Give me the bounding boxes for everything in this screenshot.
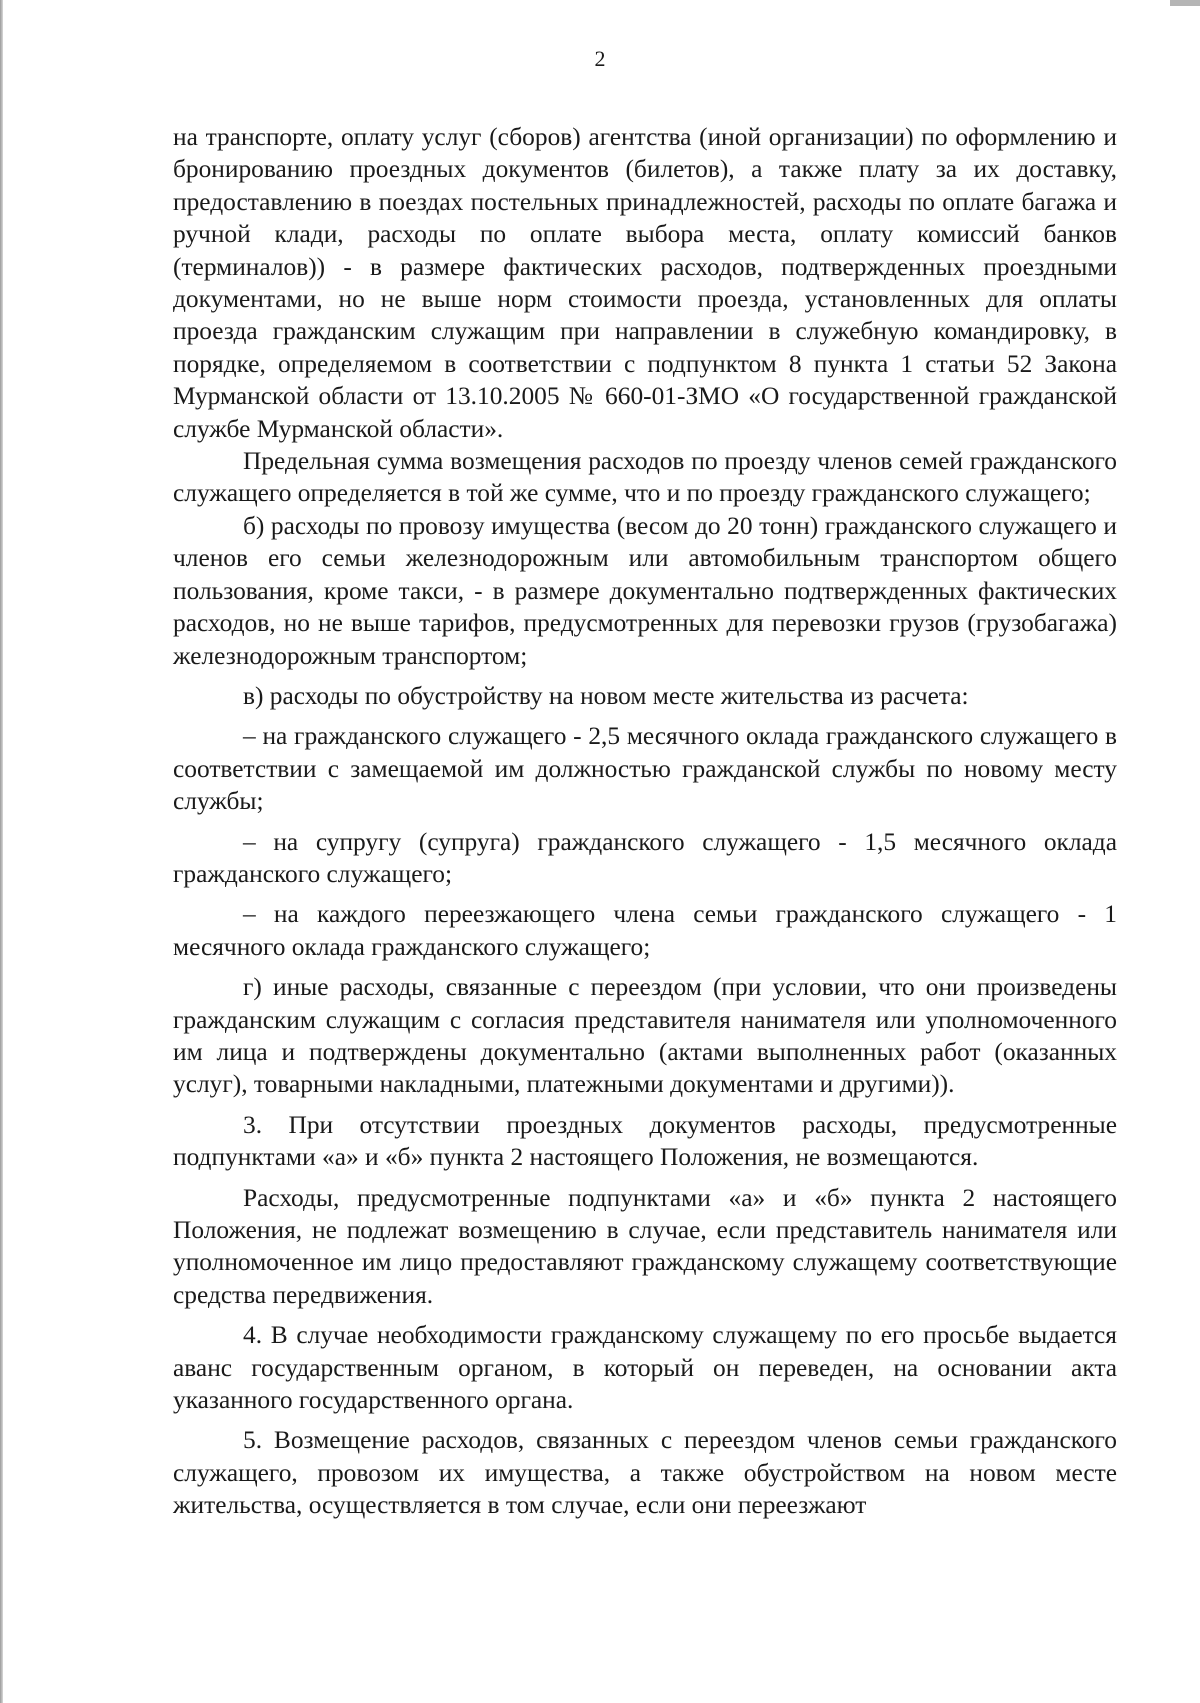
paragraph-item-g: г) иные расходы, связанные с переездом (при условии, что они произведены гражданским служащим с согласия представителя нанимателя или уполномоченного им лица и подтверждены документально (актами выполненных работ (оказанных услуг), товарными накладными, платежными документами и другими)). bbox=[173, 973, 1117, 1099]
paragraph-section-3: 3. При отсутствии проездных документов расходы, предусмотренные подпунктами «а» и «б» пункта 2 настоящего Положения, не возмещаются. bbox=[173, 1110, 1117, 1172]
list-item-spouse: – на супругу (супруга) гражданского служащего - 1,5 месячного оклада гражданского служащего; bbox=[173, 827, 1117, 888]
scan-edge bbox=[0, 0, 3, 1703]
paragraph-family-travel-limit: Предельная сумма возмещения расходов по проезду членов семей гражданского служащего определяется в той же сумме, что и по проезду гражданского служащего; bbox=[173, 447, 1117, 508]
list-item-family-member: – на каждого переезжающего члена семьи гражданского служащего - 1 месячного оклада гражданского служащего; bbox=[173, 900, 1117, 961]
paragraph-item-b: б) расходы по провозу имущества (весом до 20 тонн) гражданского служащего и членов его семьи железнодорожным или автомобильным транспортом общего пользования, кроме такси, - в размере документально подтвержденных фактических расходов, но не выше тарифов, предусмотренных для перевозки грузов (грузобагажа) железнодорожным транспортом; bbox=[173, 511, 1117, 670]
paragraph-transport-continuation: на транспорте, оплату услуг (сборов) агентства (иной организации) по оформлению и бронированию проездных документов (билетов), а также плату за их доставку, предоставлению в поездах постельных принадлежностей, расходы по оплате багажа и ручной клади, расходы по оплате выбора места, оплату комиссий банков (терминалов)) - в размере фактических расходов, подтвержденных проездными документами, но не выше норм стоимости проезда, установленных для оплаты проезда гражданским служащим при направлении в служебную командировку, в порядке, определяемом в соответствии с подпунктом 8 пункта 1 статьи 52 Закона Мурманской области от 13.10.2005 № 660-01-ЗМО «О государственной гражданской службе Мурманской области». bbox=[173, 123, 1117, 443]
scan-mark bbox=[1170, 0, 1200, 6]
paragraph-section-5: 5. Возмещение расходов, связанных с переездом членов семьи гражданского служащего, провозом их имущества, а также обустройством на новом месте жительства, осуществляется в том случае, если они переезжают bbox=[173, 1426, 1117, 1520]
document-body bbox=[173, 121, 1117, 1522]
page-number: 2 bbox=[594, 46, 606, 71]
paragraph-item-v: в) расходы по обустройству на новом месте жительства из расчета: bbox=[243, 681, 969, 710]
list-item-employee: – на гражданского служащего - 2,5 месячного оклада гражданского служащего в соответствии с замещаемой им должностью гражданской службы по новому месту службы; bbox=[173, 722, 1117, 816]
paragraph-section-4: 4. В случае необходимости гражданскому служащему по его просьбе выдается аванс государственным органом, в который он переведен, на основании акта указанного государственного органа. bbox=[173, 1321, 1117, 1415]
paragraph-section-3-exception: Расходы, предусмотренные подпунктами «а» и «б» пункта 2 настоящего Положения, не подлежат возмещению в случае, если представитель нанимателя или уполномоченное им лицо предоставляют гражданскому служащему соответствующие средства передвижения. bbox=[173, 1183, 1117, 1309]
